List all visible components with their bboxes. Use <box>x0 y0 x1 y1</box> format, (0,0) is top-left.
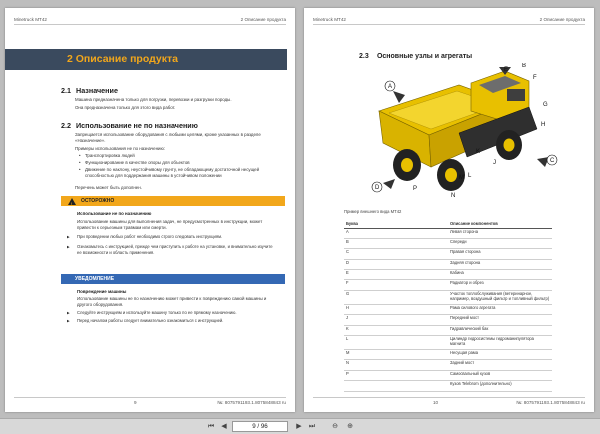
notice-item: ▶ Перед началом работы следует внимательно ознакомиться с инструкцией. <box>67 318 277 324</box>
table-row <box>344 360 552 370</box>
paragraph: Она предназначена только для этого вида работ. <box>75 105 176 110</box>
cell-description: Радиатор и обрез <box>448 280 552 290</box>
cell-description: Самосвальный кузов <box>448 370 552 380</box>
truck-illustration <box>359 63 559 205</box>
left-page <box>5 8 295 412</box>
paragraph: Примеры использования не по назначению: <box>75 146 165 151</box>
cell-letter: C <box>344 249 448 259</box>
cell-letter: L <box>344 336 448 350</box>
header-model: Minetruck MT42 <box>313 17 346 22</box>
warning-subtitle: Использование не по назначению <box>77 211 152 216</box>
table-header-row <box>344 219 552 228</box>
zoom-in-icon[interactable]: ⊕ <box>347 423 353 430</box>
section-heading-2-3 <box>359 53 472 60</box>
section-title: Назначение <box>76 86 118 95</box>
next-page-icon[interactable]: ▶ <box>296 423 302 430</box>
table-row <box>344 336 552 350</box>
warning-label: ОСТОРОЖНО <box>81 198 115 204</box>
figure-letter-g: G <box>543 102 548 108</box>
cell-description: Рама силового агрегата <box>448 304 552 314</box>
warning-banner <box>61 196 285 206</box>
page-number: 10 <box>433 400 439 405</box>
list-item: • Функционирование в качестве опоры для объектов <box>79 160 274 166</box>
cell-letter: D <box>344 259 448 269</box>
figure-letter-l: L <box>468 173 472 179</box>
section-number: 2.1 <box>61 86 71 95</box>
page-header <box>313 17 585 25</box>
header-chapter: 2 Описание продукта <box>539 17 585 22</box>
table-row <box>344 304 552 314</box>
cell-letter: B <box>344 238 448 248</box>
document-number: №: 8075791193.1.8075848843 ru <box>217 400 286 405</box>
cell-description: Кабина <box>448 270 552 280</box>
warning-item: ▶ При проведении любых работ необходимо строго следовать инструкциям. <box>67 234 277 240</box>
page-footer <box>313 397 585 405</box>
figure-letter-f: F <box>533 75 537 81</box>
viewer-toolbar <box>0 418 600 434</box>
page-indicator[interactable]: 9 / 96 <box>232 421 288 432</box>
header-model: Minetruck MT42 <box>14 17 47 22</box>
cell-letter: A <box>344 228 448 238</box>
first-page-icon[interactable]: ⏮ <box>207 423 215 430</box>
column-header-letter: Буква <box>344 219 448 228</box>
cell-description: Спереди <box>448 238 552 248</box>
figure-letter-j: J <box>493 160 496 166</box>
table-row <box>344 238 552 248</box>
cell-description: Гидравлический бак <box>448 325 552 335</box>
figure-letter-k: K <box>476 149 481 155</box>
figure-letter-m: M <box>459 175 464 181</box>
section-number: 2.2 <box>61 121 71 130</box>
figure-caption: Пример внешнего вида MT42 <box>344 209 402 214</box>
cell-letter: N <box>344 360 448 370</box>
cell-letter: H <box>344 304 448 314</box>
notice-text: Использование машины не по назначению может привести к повреждению самой машины и другого оборудования. <box>77 296 267 308</box>
notice-subtitle: Повреждение машины <box>77 289 127 294</box>
table-row <box>344 290 552 304</box>
figure-letter-h: H <box>541 122 546 128</box>
chapter-title: 2 Описание продукта <box>5 49 287 70</box>
notice-banner: УВЕДОМЛЕНИЕ <box>61 274 285 284</box>
figure-letter-a: A <box>388 84 393 90</box>
cell-description: Кузов Telebrom (дополнительно) <box>448 381 552 391</box>
table-row <box>344 228 552 238</box>
cell-description: Несущая рама <box>448 350 552 360</box>
cell-letter: F <box>344 280 448 290</box>
cell-letter: P <box>344 370 448 380</box>
paragraph: Перечень может быть дополнен. <box>75 185 142 190</box>
cell-letter <box>344 381 448 391</box>
header-chapter: 2 Описание продукта <box>240 17 286 22</box>
column-header-description: Описание компонентов <box>448 219 552 228</box>
section-title: Использование не по назначению <box>76 121 198 130</box>
figure-letter-e: E <box>504 67 509 73</box>
page-header <box>14 17 286 25</box>
cell-description: Участок топлобслуживания (ветеринарное, например, воздушный фильтр и топливный фильтр) <box>448 290 552 304</box>
warning-triangle-icon <box>68 198 76 205</box>
section-heading-2-1 <box>61 86 118 95</box>
table-row <box>344 325 552 335</box>
previous-page-icon[interactable]: ◀ <box>221 423 227 430</box>
figure-letter-n: N <box>451 193 456 199</box>
figure-letter-d: D <box>375 185 380 191</box>
list-item: • Движение по наклону, неустойчивому грунту, не обладающему достаточной несущей способностью для поддержания машины в устойчивом положении <box>79 167 274 179</box>
section-heading-2-2 <box>61 121 198 130</box>
section-number: 2.3 <box>359 53 369 60</box>
paragraph: Машина предназначена только для погрузки, перевозки и разгрузки породы. <box>75 97 232 102</box>
cell-description: Цилиндр гидросистемы гидроманипулятора магнита <box>448 336 552 350</box>
cell-letter: K <box>344 325 448 335</box>
page-footer <box>14 397 286 405</box>
figure-letter-b: B <box>522 63 527 69</box>
cell-letter: G <box>344 290 448 304</box>
right-page <box>304 8 594 412</box>
section-title: Основные узлы и агрегаты <box>376 53 473 60</box>
figure-letter-c: C <box>550 158 555 164</box>
document-number: №: 8075791193.1.8075848843 ru <box>516 400 585 405</box>
cell-description: Задняя сторона <box>448 259 552 269</box>
cell-description: Задний мост <box>448 360 552 370</box>
page-number: 9 <box>134 400 137 405</box>
cell-letter: E <box>344 270 448 280</box>
zoom-out-icon[interactable]: ⊖ <box>332 423 338 430</box>
table-row <box>344 259 552 269</box>
table-row <box>344 280 552 290</box>
table-row <box>344 315 552 325</box>
components-table <box>344 219 552 392</box>
table-row <box>344 350 552 360</box>
figure-letter-p: P <box>413 186 418 192</box>
warning-text: Использование машины для выполнения задач, не предусмотренных в инструкции, может привести к серьезным травмам или смерти. <box>77 219 263 231</box>
cell-letter: M <box>344 350 448 360</box>
table-row <box>344 370 552 380</box>
last-page-icon[interactable]: ⏭ <box>308 423 316 430</box>
cell-description: Левая сторона <box>448 228 552 238</box>
notice-item: ▶ Следуйте инструкциям и используйте машину только по ее прямому назначению. <box>67 310 277 316</box>
paragraph: Запрещается использование оборудования с любыми целями, кроме указанных в разделе «Назначение». <box>75 132 261 144</box>
cell-description: Правая сторона <box>448 249 552 259</box>
table-row <box>344 270 552 280</box>
cell-letter: J <box>344 315 448 325</box>
table-row <box>344 381 552 391</box>
list-item: • Транспортировка людей <box>79 153 274 159</box>
cell-description: Передний мост <box>448 315 552 325</box>
table-row <box>344 249 552 259</box>
warning-item: ▶ Ознакомьтесь с инструкцией, прежде чем приступить к работе на установке, и внимательно изучите ее возможности и область применения. <box>67 244 277 256</box>
